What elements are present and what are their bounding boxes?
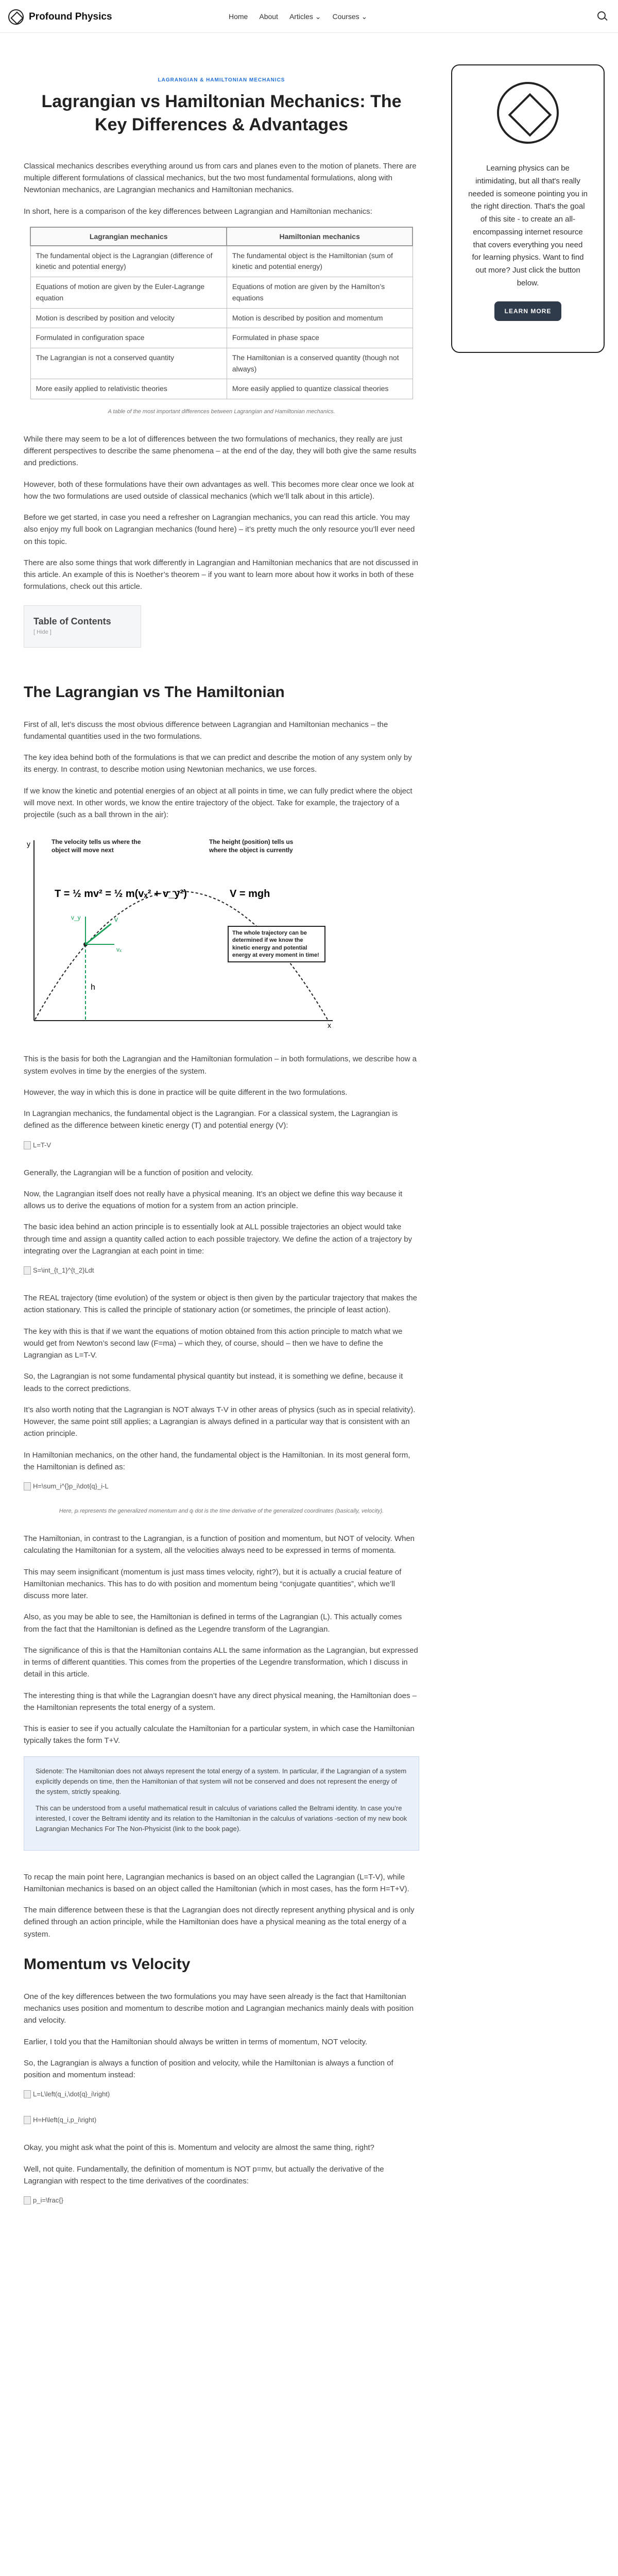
site-header bbox=[0, 0, 618, 33]
paragraph: Also, as you may be able to see, the Hamiltonian is defined in terms of the Lagrangian (L). This actually comes from the fact that the Hamiltonian is defined as the Legendre transform of the Lagrangian. bbox=[24, 1613, 402, 1634]
paragraph: One of the key differences between the two formulations you may have seen already is the fact that Hamiltonian mechanics uses position and momentum to describe motion and Lagrangian mechanics mainly deals with position and velocity. bbox=[24, 1992, 414, 2025]
paragraph: So, the Lagrangian is always a function of position and velocity, while the Hamiltonian is always a function of position and momentum instead: bbox=[24, 2058, 393, 2080]
paragraph: The basic idea behind an action principle is to essentially look at ALL possible trajectories an object would take through time and assign a quantity called action to each possible trajectory. We define the action of a trajectory by integrating over the Lagrangian at each point in time: bbox=[24, 1223, 413, 1256]
paragraph: This is the basis for both the Lagrangian and the Hamiltonian formulation – in both formulations, we describe how a system evolves in time by the energies of the system. bbox=[24, 1055, 417, 1076]
paragraph: Now, the Lagrangian itself does not really have a physical meaning. It’s an object we define this way because it allows us to derive the equations of motion for a system from an action principle. bbox=[24, 1189, 403, 1211]
paragraph: In Hamiltonian mechanics, on the other hand, the fundamental object is the Hamiltonian. In its most general form, the Hamiltonian is defined as: bbox=[24, 1450, 410, 1471]
table-cell: The Lagrangian is not a conserved quantity bbox=[30, 348, 227, 379]
paragraph: However, both of these formulations have their own advantages as well. This becomes more clear once we look at how the two formulations are used outside of classical mechanics (which we’ll talk about in this article). bbox=[24, 480, 414, 501]
table-cell: Formulated in configuration space bbox=[30, 328, 227, 348]
projectile-figure bbox=[24, 835, 335, 1030]
hamiltonian-equation-image bbox=[24, 1482, 419, 1490]
paragraph: Okay, you might ask what the point of this is. Momentum and velocity are almost the same thing, right? bbox=[24, 2143, 374, 2153]
table-header: Lagrangian mechanics bbox=[30, 227, 227, 246]
section-heading: Momentum vs Velocity bbox=[24, 1955, 191, 1973]
table-cell: Motion is described by position and momentum bbox=[227, 308, 413, 328]
paragraph: Generally, the Lagrangian will be a function of position and velocity. bbox=[24, 1168, 253, 1177]
table-cell: Equations of motion are given by the Euler-Lagrange equation bbox=[30, 277, 227, 308]
paragraph: The main difference between these is that the Lagrangian does not directly represent anything physical and is only defined through an action principle, while the Hamiltonian does have a physical meaning as the total energy of a system. bbox=[24, 1906, 415, 1939]
broken-image-icon bbox=[24, 1266, 31, 1275]
comparison-table bbox=[30, 227, 413, 399]
broken-image-icon bbox=[24, 1141, 31, 1149]
site-logo-icon[interactable] bbox=[8, 9, 24, 25]
y-axis-label: y bbox=[27, 840, 30, 849]
paragraph: Classical mechanics describes everything around us from cars and planes even to the motion of planets. There are multiple different formulations of classical mechanics, but the two most fundamental formulations, along with Newtonian mechanics, are Lagrangian mechanics and Hamiltonian mechanics. bbox=[24, 161, 417, 195]
sidebar-text: Learning physics can be intimidating, but all that's really needed is someone pointing you in the right direction. That's the goal of this site - to create an all-encompassing internet resource that covers everything you need for learning physics. Want to find out more? Just click the button below. bbox=[468, 164, 588, 287]
vy-label: v_y bbox=[71, 914, 81, 922]
velocity-note-text: The velocity tells us where the object will move next bbox=[52, 838, 141, 854]
nav-courses[interactable]: Courses ⌄ bbox=[332, 12, 368, 21]
paragraph: The significance of this is that the Hamiltonian contains ALL the same information as the Lagrangian, but expressed in terms of different quantities. This comes from the properties of the Legendre transformation, which I discuss in detail in this article. bbox=[24, 1646, 418, 1679]
lagrangian-equation-image bbox=[24, 1141, 419, 1149]
paragraph: This is easier to see if you actually calculate the Hamiltonian for a particular system, in which case the Hamiltonian typically takes the form T+V. bbox=[24, 1724, 415, 1745]
velocity-label: v bbox=[114, 915, 118, 924]
image-alt-text: p_i=\frac{} bbox=[33, 2196, 63, 2205]
nav-home[interactable]: Home bbox=[229, 12, 248, 21]
action-equation-image bbox=[24, 1266, 419, 1275]
table-row bbox=[30, 277, 413, 308]
site-title[interactable]: Profound Physics bbox=[29, 11, 112, 22]
site-logo-icon bbox=[497, 82, 559, 144]
paragraph: Earlier, I told you that the Hamiltonian should always be written in terms of momentum, NOT velocity. bbox=[24, 2037, 368, 2046]
article bbox=[24, 77, 419, 2222]
paragraph: If we know the kinetic and potential energies of an object at all points in time, we can fully predict where the object will move next. In other words, we know the entire trajectory of the object. Take for example, the trajectory of a projectile (such as a ball thrown in the air): bbox=[24, 786, 413, 820]
table-row bbox=[30, 308, 413, 328]
table-row bbox=[30, 246, 413, 277]
image-alt-text: L=L\left(q_i,\dot{q}_i\right) bbox=[33, 2090, 110, 2098]
paragraph: While there may seem to be a lot of differences between the two formulations of mechanics, they really are just different perspectives to describe the same phenomena – at the end of the day, they will both give the same results and predictions. bbox=[24, 434, 417, 468]
nav-about[interactable]: About bbox=[259, 12, 278, 21]
paragraph: So, the Lagrangian is not some fundamental physical quantity but instead, it is something we define, because it leads to the correct predictions. bbox=[24, 1372, 403, 1393]
image-alt-text: L=T-V bbox=[33, 1141, 52, 1149]
broken-image-icon bbox=[24, 1482, 31, 1490]
paragraph: The key idea behind both of the formulations is that we can predict and describe the motion of any system only by its energy. In contrast, to describe motion using Newtonian mechanics, we use forces. bbox=[24, 753, 412, 774]
height-note-text: The height (position) tells us where the object is currently bbox=[209, 838, 294, 854]
paragraph: This may seem insignificant (momentum is just mass times velocity, right?), but it is actually a crucial feature of Hamiltonian mechanics. This has to do with position and momentum being “conjugate quantities”, which we’ll discuss more later. bbox=[24, 1567, 402, 1601]
image-alt-text: S=\int_{t_1}^{t_2}Ldt bbox=[33, 1266, 94, 1275]
potential-energy-formula: V = mgh bbox=[230, 888, 270, 900]
paragraph: However, the way in which this is done in practice will be quite different in the two formulations. bbox=[24, 1088, 348, 1097]
toc-hide-toggle[interactable]: [ Hide ] bbox=[33, 629, 52, 635]
toc-title: Table of Contents bbox=[33, 616, 111, 626]
paragraph: The key with this is that if we want the equations of motion obtained from this action principle to match what we would get from Newton’s second law (F=ma) – which they, of course, should – then we have to define the Lagrangian as L=T-V. bbox=[24, 1327, 403, 1360]
main-nav bbox=[229, 12, 367, 21]
paragraph: In short, here is a comparison of the key differences between Lagrangian and Hamiltonian mechanics: bbox=[24, 207, 372, 216]
sidenote-paragraph: This can be understood from a useful mathematical result in calculus of variations called the Beltrami identity. In case you’re interested, I cover the Beltrami identity and its relation to the Hamiltonian in the calculus of variations -section of my new book Lagrangian Mechanics For The Non-Physicist (link to the book page). bbox=[36, 1804, 407, 1833]
broken-image-icon bbox=[24, 2196, 31, 2205]
paragraph: The interesting thing is that while the Lagrangian doesn’t have any direct physical meaning, the Hamiltonian does – the Hamiltonian represents the total energy of a system. bbox=[24, 1691, 417, 1712]
table-row bbox=[30, 348, 413, 379]
table-header: Hamiltonian mechanics bbox=[227, 227, 413, 246]
broken-image-icon bbox=[24, 2116, 31, 2124]
sidebar-promo bbox=[451, 64, 605, 353]
lagrangian-function-image bbox=[24, 2090, 419, 2098]
table-cell: Formulated in phase space bbox=[227, 328, 413, 348]
table-row bbox=[30, 328, 413, 348]
sidenote-paragraph: Sidenote: The Hamiltonian does not always represent the total energy of a system. In particular, if the Lagrangian of a system explicitly depends on time, then the Hamiltonian of that system will not be conserved and does not represent the energy of the system, strictly speaking. bbox=[36, 1767, 407, 1795]
table-cell: Motion is described by position and velocity bbox=[30, 308, 227, 328]
image-alt-text: H=\sum_i^{}p_i\dot{q}_i-L bbox=[33, 1482, 109, 1490]
table-cell: The fundamental object is the Lagrangian (difference of kinetic and potential energy) bbox=[30, 246, 227, 277]
image-alt-text: H=H\left(q_i,p_i\right) bbox=[33, 2116, 97, 2124]
momentum-equation-image bbox=[24, 2196, 419, 2205]
broken-image-icon bbox=[24, 2090, 31, 2098]
height-note bbox=[209, 838, 312, 864]
search-icon[interactable] bbox=[597, 11, 606, 20]
article-title: Lagrangian vs Hamiltonian Mechanics: The Key Differences & Advantages bbox=[41, 92, 402, 134]
table-of-contents bbox=[24, 605, 141, 648]
equation-caption: Here, pᵢ represents the generalized momentum and q̇ᵢ dot is the time derivative of the generalized coordinates (basically, velocity). bbox=[59, 1508, 384, 1515]
energy-note-text: The whole trajectory can be determined if we know the kinetic energy and potential energy at every moment in time! bbox=[228, 926, 325, 962]
sidenote-box bbox=[24, 1756, 419, 1851]
table-caption: A table of the most important differences between Lagrangian and Hamiltonian mechanics. bbox=[108, 408, 335, 415]
paragraph: In Lagrangian mechanics, the fundamental object is the Lagrangian. For a classical system, the Lagrangian is defined as the difference between kinetic energy (T) and potential energy (V): bbox=[24, 1109, 398, 1130]
paragraph: The REAL trajectory (time evolution) of the system or object is then given by the particular trajectory that makes the action stationary. This is called the principle of stationary action (or sometimes, the principle of least action). bbox=[24, 1294, 417, 1315]
paragraph: First of all, let’s discuss the most obvious difference between Lagrangian and Hamiltonian mechanics – the fundamental quantities used in the two formulations. bbox=[24, 720, 388, 741]
table-cell: More easily applied to quantize classical theories bbox=[227, 379, 413, 399]
table-cell: The fundamental object is the Hamiltonian (sum of kinetic and potential energy) bbox=[227, 246, 413, 277]
table-cell: Equations of motion are given by the Hamilton’s equations bbox=[227, 277, 413, 308]
paragraph: There are also some things that work differently in Lagrangian and Hamiltonian mechanics that are not discussed in this article. An example of this is Noether’s theorem – if you want to learn more about how it works in both of these formulations, check out this article. bbox=[24, 558, 418, 591]
paragraph: To recap the main point here, Lagrangian mechanics is based on an object called the Lagrangian (L=T-V), while Hamiltonian mechanics is based on an object called the Hamiltonian (which in most cases, has the form H=T+V). bbox=[24, 1872, 409, 1893]
velocity-note bbox=[52, 838, 154, 864]
paragraph: Before we get started, in case you need a refresher on Lagrangian mechanics, you can read this article. You may also enjoy my full book on Lagrangian mechanics (found here) – it’s pretty much the only resource you’ll ever need on this topic. bbox=[24, 513, 415, 546]
vx-label: vₓ bbox=[116, 946, 122, 954]
article-category[interactable]: LAGRANGIAN & HAMILTONIAN MECHANICS bbox=[158, 77, 285, 83]
hamiltonian-function-image bbox=[24, 2116, 419, 2124]
nav-articles[interactable]: Articles ⌄ bbox=[289, 12, 321, 21]
paragraph: The Hamiltonian, in contrast to the Lagrangian, is a function of position and momentum, but NOT of velocity. When calculating the Hamiltonian for a system, all the velocities always need to be expressed in terms of momenta. bbox=[24, 1534, 415, 1555]
paragraph: Well, not quite. Fundamentally, the definition of momentum is NOT p=mv, but actually the derivative of the Lagrangian with respect to the time derivatives of the coordinates: bbox=[24, 2164, 384, 2185]
kinetic-energy-formula: T = ½ mv² = ½ m(vₓ² + v_y²) bbox=[55, 888, 187, 900]
height-label: h bbox=[91, 983, 95, 992]
learn-more-button[interactable]: LEARN MORE bbox=[494, 301, 562, 321]
section-heading: The Lagrangian vs The Hamiltonian bbox=[24, 683, 285, 701]
table-cell: The Hamiltonian is a conserved quantity (though not always) bbox=[227, 348, 413, 379]
table-row bbox=[30, 379, 413, 399]
x-axis-label: x bbox=[328, 1021, 331, 1030]
table-cell: More easily applied to relativistic theories bbox=[30, 379, 227, 399]
energy-note bbox=[228, 926, 325, 973]
paragraph: It’s also worth noting that the Lagrangian is NOT always T-V in other areas of physics (such as in special relativity). However, the same point still applies; a Lagrangian is always defined in a particular way that is consistent with an action principle. bbox=[24, 1405, 416, 1438]
